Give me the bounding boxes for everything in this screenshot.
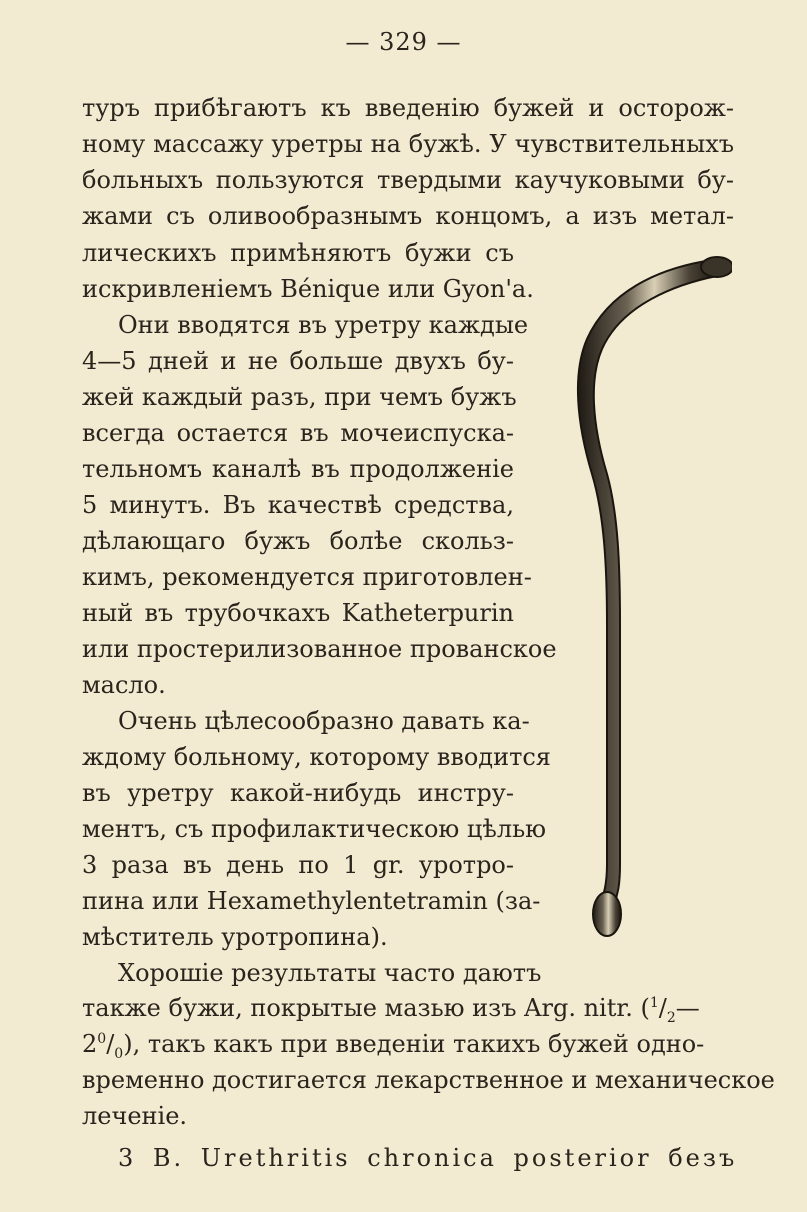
- text-line: мѣститель уротропина).: [82, 923, 388, 951]
- text-line: жами съ оливообразнымъ концомъ, а изъ метал-: [82, 202, 734, 230]
- text-line: $2^0/_0$), такъ какъ при введеніи такихъ бужей одно-: [82, 1030, 705, 1062]
- text-line: ждому больному, которому вводится: [82, 743, 551, 771]
- text-line: временно достигается лекарственное и механическое: [82, 1066, 775, 1094]
- bougie-handle-end: [593, 892, 621, 936]
- degree-zero: 0: [97, 1031, 107, 1047]
- text-line: масло.: [82, 671, 166, 699]
- text-line: Хорошіе результаты часто даютъ: [118, 959, 542, 987]
- text-segment: 2: [82, 1030, 98, 1058]
- text-segment: также бужи, покрытые мазью изъ Arg. nitr. (: [82, 994, 650, 1022]
- text-line: лическихъ примѣняютъ бужи съ: [82, 239, 514, 267]
- fraction-dash: —: [675, 994, 700, 1022]
- side-column-text: [82, 235, 557, 991]
- text-line: ный въ трубочкахъ Katheterpurin: [82, 599, 514, 627]
- text-line: въ уретру какой-нибудь инстру-: [82, 779, 514, 807]
- text-line: или простерилизованное прованское: [82, 635, 557, 663]
- text-line: 4—5 дней и не больше двухъ бу-: [82, 347, 514, 375]
- text-line: 3 раза въ день по 1 gr. уротро-: [82, 851, 514, 879]
- section-heading: 3 B. Urethritis chronica posterior безъ: [118, 1144, 738, 1172]
- percent-zero: 0: [114, 1045, 124, 1062]
- text-line: 5 минутъ. Въ качествѣ средства,: [82, 491, 514, 519]
- text-line: ному массажу уретры на бужѣ. У чувствительныхъ: [82, 130, 734, 158]
- text-segment: ), такъ какъ при введеніи такихъ бужей одно-: [123, 1030, 705, 1058]
- text-line: леченіе.: [82, 1102, 188, 1130]
- text-line: ментъ, съ профилактическою цѣлью: [82, 815, 547, 843]
- text-line: дѣлающаго бужъ болѣе скольз-: [82, 527, 514, 555]
- bougie-illustration: [552, 244, 732, 940]
- text-line: также бужи, покрытые мазью изъ Arg. nitr. ($^1/_2—$: [82, 994, 700, 1026]
- bougie-shaft: [578, 260, 717, 904]
- text-line: кимъ, рекомендуется приготовлен-: [82, 563, 532, 591]
- text-line: пина или Hexamethylentetramin (за-: [82, 887, 541, 915]
- text-line: туръ прибѣгаютъ къ введенію бужей и осторож-: [82, 94, 734, 122]
- fraction-numerator: 1: [649, 995, 659, 1011]
- text-line: Они вводятся въ уретру каждые: [118, 311, 529, 339]
- text-line: искривленіемъ Bénique или Gyon'a.: [82, 275, 534, 303]
- page-number: — 329 —: [345, 28, 462, 56]
- bottom-paragraph: [82, 990, 775, 1176]
- text-line: всегда остается въ мочеиспуска-: [82, 419, 514, 447]
- bougie-tip: [701, 257, 732, 277]
- top-paragraph: [82, 90, 734, 234]
- text-line: больныхъ пользуются твердыми каучуковыми бу-: [82, 166, 734, 194]
- text-line: тельномъ каналѣ въ продолженіе: [82, 455, 514, 483]
- text-line: Очень цѣлесообразно давать ка-: [118, 707, 530, 735]
- fraction-denominator: 2: [666, 1009, 676, 1026]
- text-line: жей каждый разъ, при чемъ бужъ: [82, 383, 517, 411]
